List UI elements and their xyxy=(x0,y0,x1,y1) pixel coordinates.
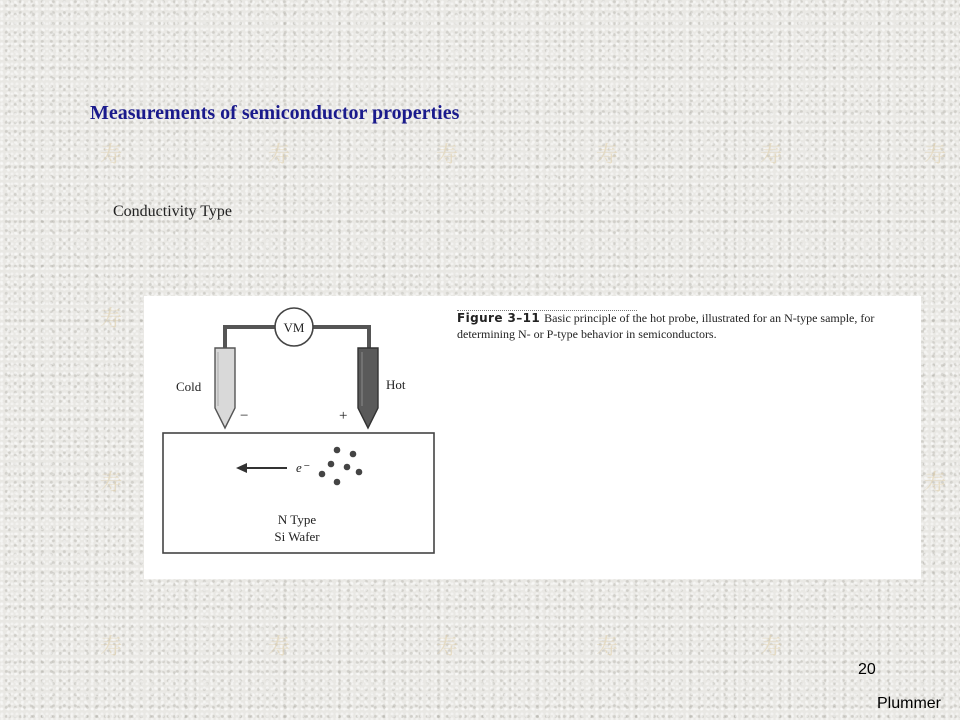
hot-probe-figure xyxy=(144,296,921,579)
minus-sign: − xyxy=(240,408,249,424)
cold-label: Cold xyxy=(176,379,202,394)
slide-subtitle: Conductivity Type xyxy=(113,203,233,220)
wire-left xyxy=(225,327,275,348)
wafer-type-label: N Type xyxy=(277,512,317,527)
watermark-glyph: 寿 xyxy=(596,635,619,660)
wire-right xyxy=(313,327,369,348)
figure-number: Figure 3–11 xyxy=(457,311,541,325)
watermark-glyph: 寿 xyxy=(100,143,123,168)
electron-dot xyxy=(356,469,363,476)
electron-dot xyxy=(328,461,335,468)
watermark-glyph: 寿 xyxy=(268,143,291,168)
watermark-glyph: 寿 xyxy=(760,143,783,168)
watermark-glyph: 寿 xyxy=(436,635,459,660)
wafer-material-label: Si Wafer xyxy=(274,529,320,544)
watermark-glyph: 寿 xyxy=(924,143,947,168)
electron-dot xyxy=(334,479,341,486)
page-number: 20 xyxy=(858,661,876,678)
electron-label: e⁻ xyxy=(296,460,309,475)
watermark-glyph: 寿 xyxy=(100,307,123,332)
plus-sign: + xyxy=(339,408,348,424)
voltmeter-label: VM xyxy=(283,320,305,335)
figure-caption-text: Basic principle of the hot probe, illustrated for an N-type sample, for determining N- or P-type behavior in semiconductors. xyxy=(457,311,875,341)
author-credit: Plummer xyxy=(877,695,942,712)
watermark-glyph: 寿 xyxy=(436,143,459,168)
electron-dot xyxy=(350,451,357,458)
hot-label: Hot xyxy=(386,377,406,392)
figure-caption xyxy=(457,310,897,342)
watermark-glyph: 寿 xyxy=(924,471,947,496)
electron-dot xyxy=(334,447,341,454)
watermark-glyph: 寿 xyxy=(268,635,291,660)
watermark-glyph: 寿 xyxy=(100,635,123,660)
watermark-glyph: 寿 xyxy=(760,635,783,660)
hot-probe xyxy=(358,348,378,428)
slide-title: Measurements of semiconductor properties xyxy=(90,102,460,124)
watermark-glyph: 寿 xyxy=(100,471,123,496)
watermark-glyph: 寿 xyxy=(596,143,619,168)
electron-dot xyxy=(344,464,351,471)
electron-dot xyxy=(319,471,326,478)
